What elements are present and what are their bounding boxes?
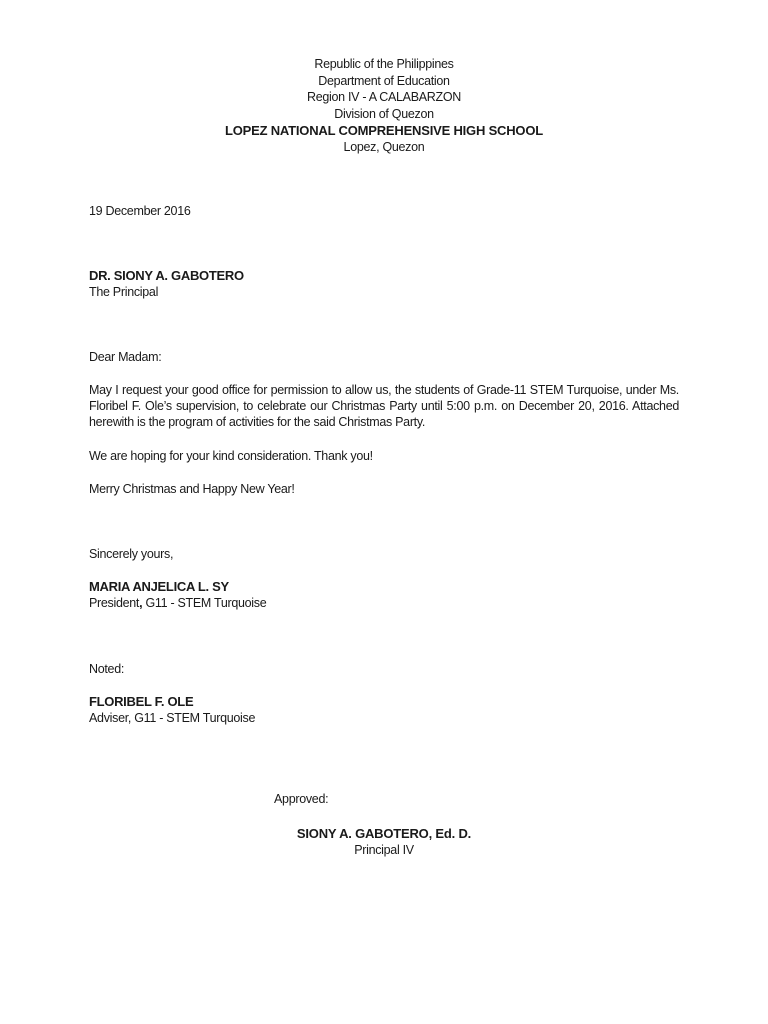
salutation: Dear Madam:	[89, 350, 162, 364]
approved-label: Approved:	[274, 792, 329, 806]
letterhead	[0, 56, 768, 156]
letterhead-school: LOPEZ NATIONAL COMPREHENSIVE HIGH SCHOOL	[225, 123, 543, 138]
noted-block	[89, 694, 255, 726]
recipient-block	[89, 268, 244, 300]
recipient-name: DR. SIONY A. GABOTERO	[89, 268, 244, 283]
sender-title	[89, 595, 266, 611]
noted-name: FLORIBEL F. OLE	[89, 694, 194, 709]
closing: Sincerely yours,	[89, 547, 174, 561]
approver-name: SIONY A. GABOTERO, Ed. D.	[296, 826, 472, 841]
sender-title-role: President	[89, 596, 140, 610]
noted-title: Adviser, G11 - STEM Turquoise	[89, 711, 256, 725]
letterhead-division: Division of Quezon	[334, 106, 434, 121]
sender-name: MARIA ANJELICA L. SY	[89, 579, 229, 594]
letterhead-department: Department of Education	[318, 73, 450, 88]
letter-date: 19 December 2016	[89, 204, 191, 218]
approver-block	[0, 825, 768, 858]
letterhead-region: Region IV - A CALABARZON	[307, 90, 461, 104]
body-paragraph-request: May I request your good office for permission to allow us, the students of Grade-11 STEM Turquoise, under Ms. Floribel F. Ole’s supervision, to celebrate our Christmas Party until 5:00 p.m. on December 20, 2016. Attached herewith is the program of activities for the said Christmas Party.	[89, 383, 679, 429]
letterhead-location: Lopez, Quezon	[343, 140, 425, 154]
approver-title: Principal IV	[354, 843, 414, 857]
recipient-title: The Principal	[89, 285, 159, 299]
body-paragraph-consideration: We are hoping for your kind consideration. Thank you!	[89, 449, 373, 463]
noted-label: Noted:	[89, 662, 125, 676]
sender-title-comma: ,	[139, 596, 143, 610]
sender-title-rest: G11 - STEM Turquoise	[142, 596, 267, 610]
letterhead-country: Republic of the Philippines	[314, 57, 454, 71]
sender-block	[89, 579, 266, 611]
body-paragraph-greeting: Merry Christmas and Happy New Year!	[89, 482, 295, 496]
